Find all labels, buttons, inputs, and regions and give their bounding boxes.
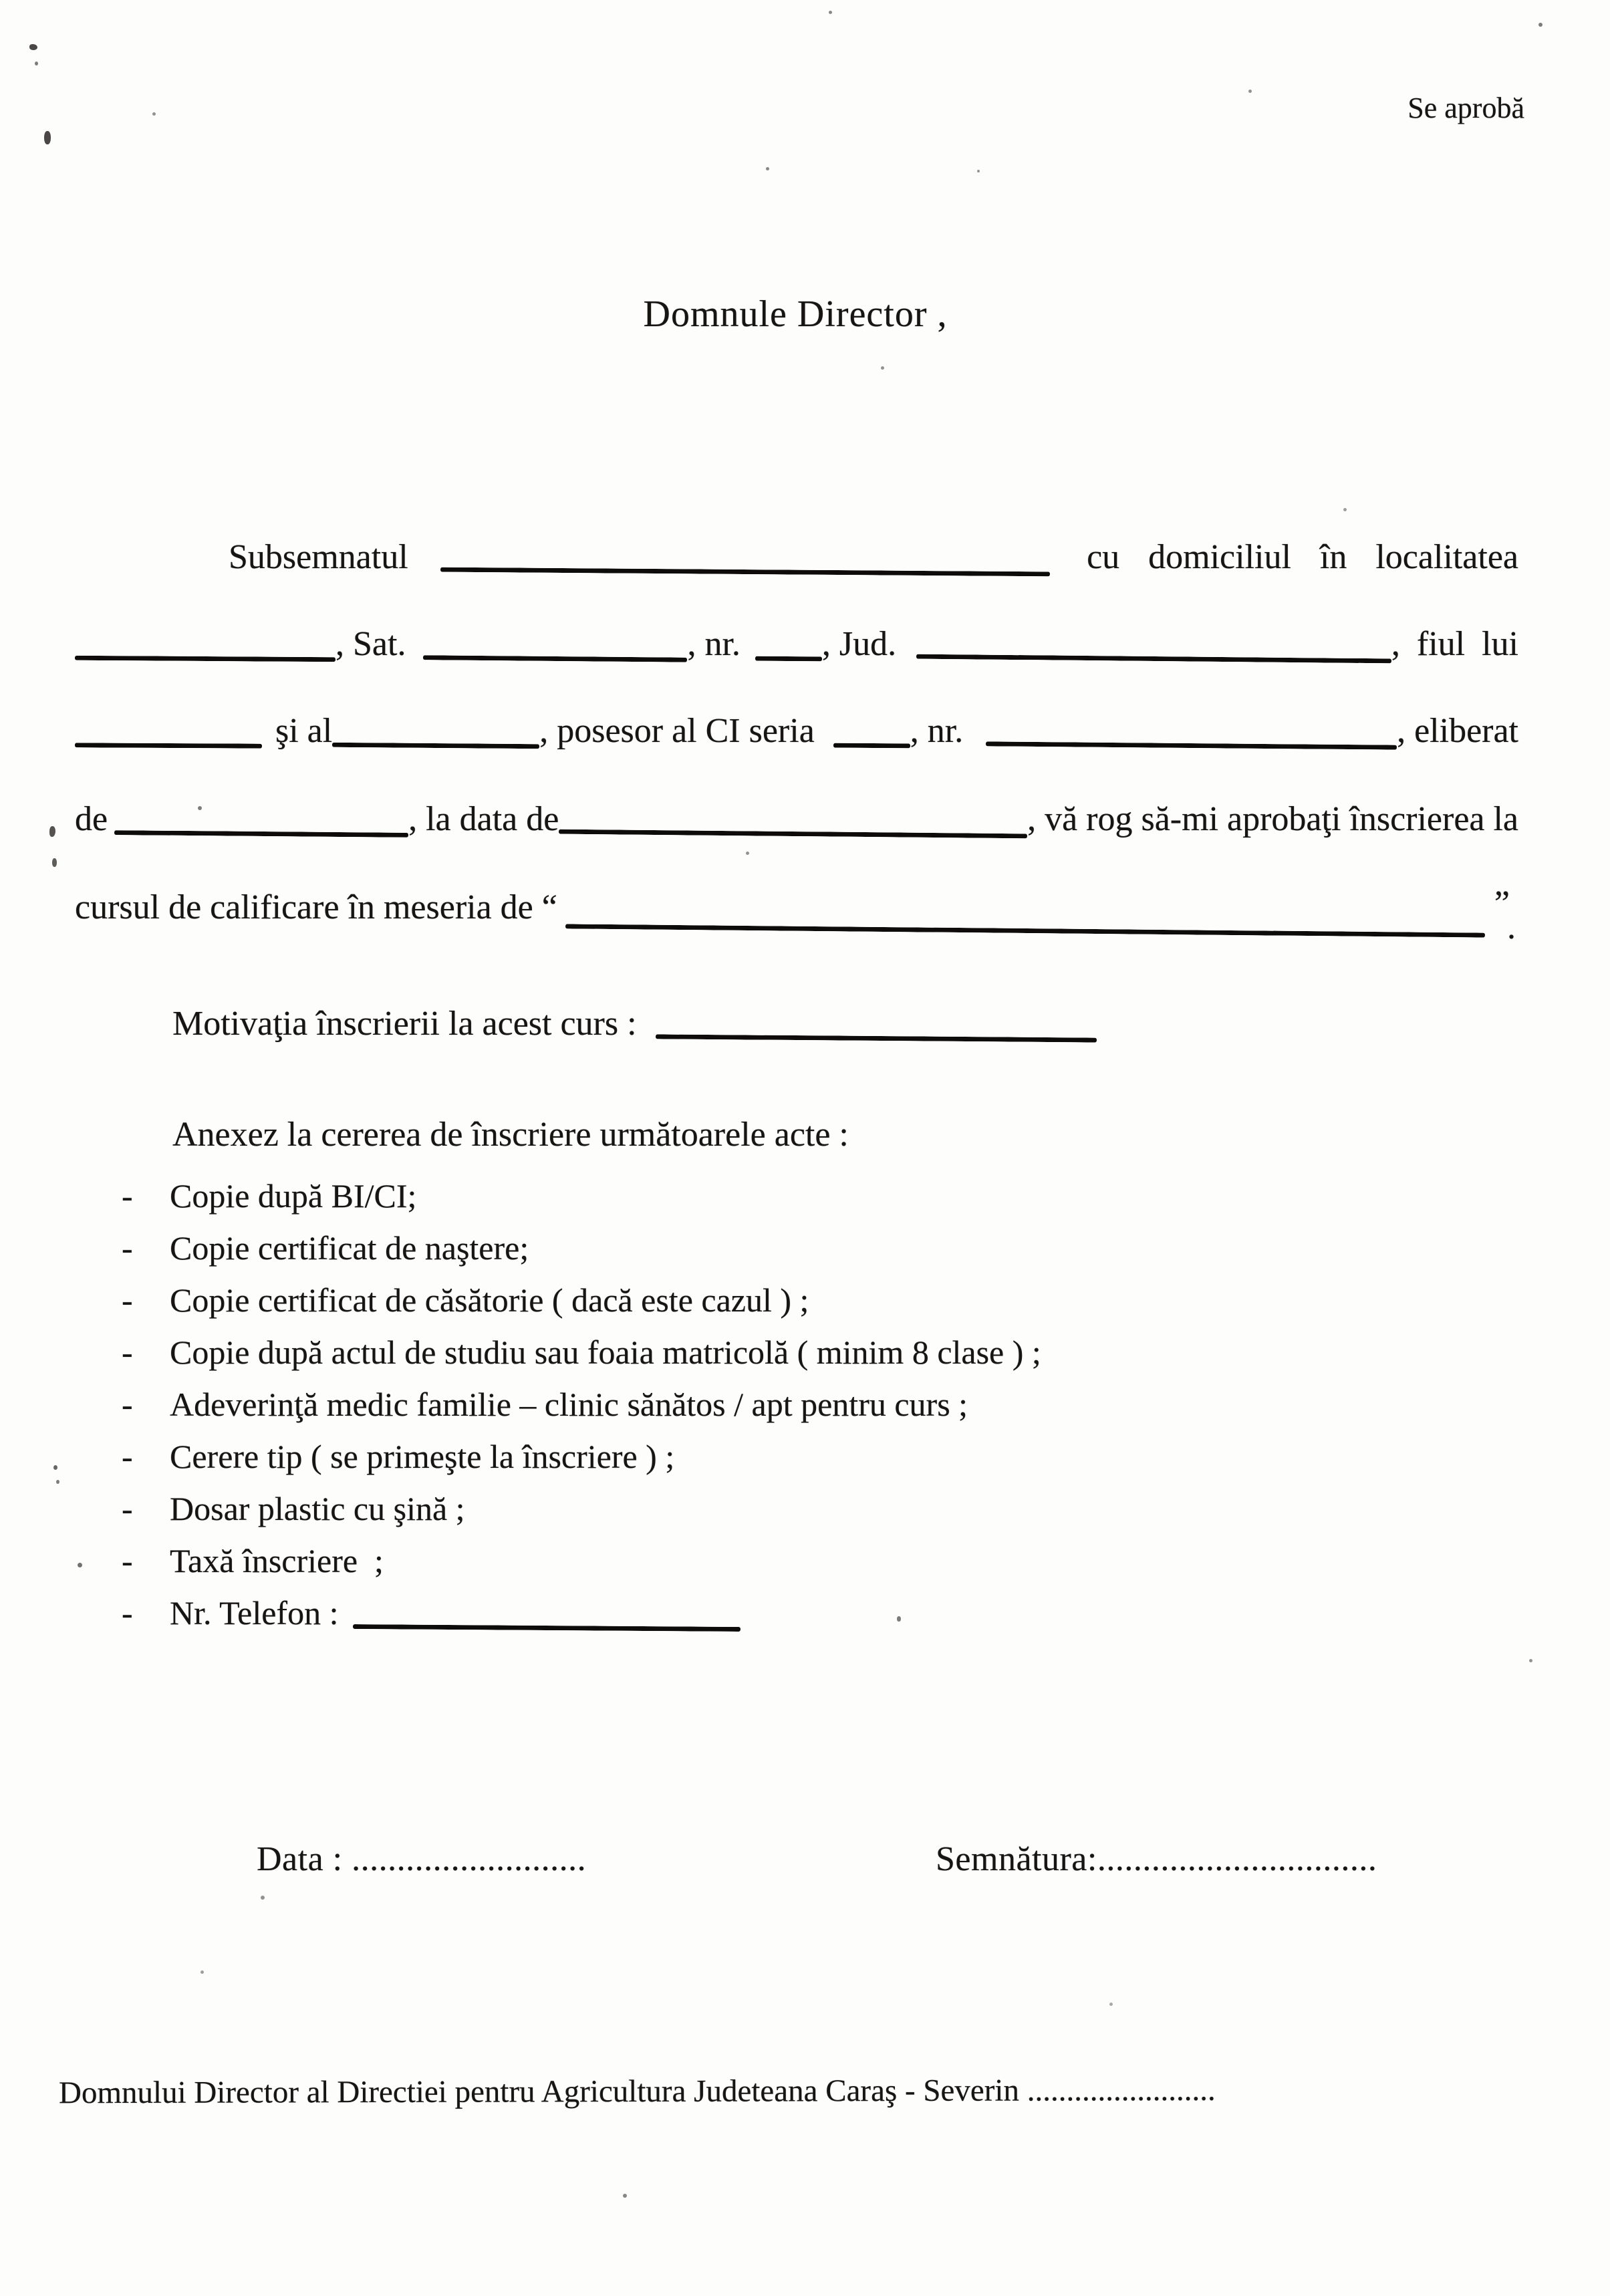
scan-speck — [78, 1563, 82, 1567]
scan-speck — [152, 112, 156, 116]
text-cursul: cursul de calificare în meseria de “ — [75, 888, 557, 926]
text-cu-domiciliul: cu domiciliul în localitatea — [1087, 538, 1518, 576]
scan-speck — [1248, 90, 1252, 93]
text-nr2: , nr. — [910, 712, 964, 750]
form-line-2 — [75, 624, 1518, 664]
list-item — [122, 1541, 1458, 1593]
motivation-label: Motivaţia înscrierii la acest curs : — [172, 1005, 637, 1043]
phone-blank-field — [353, 1624, 741, 1632]
attachment-text: Taxă înscriere ; — [170, 1542, 384, 1579]
list-item — [122, 1385, 1458, 1437]
dash-bullet: - — [122, 1542, 133, 1579]
scan-speck — [29, 44, 37, 50]
scan-speck — [623, 2194, 627, 2198]
text-subsemnatul: Subsemnatul — [229, 538, 408, 576]
attachment-text: Copie certificat de căsătorie ( dacă este cazul ) ; — [170, 1281, 809, 1319]
text-va-rog: , vă rog să-mi aprobaţi înscrierea la — [1027, 800, 1518, 838]
dash-bullet: - — [122, 1386, 133, 1423]
attachment-text: Adeverinţă medic familie – clinic sănătos / apt pentru curs ; — [170, 1386, 968, 1423]
scan-speck — [53, 1465, 57, 1470]
dash-bullet: - — [122, 1281, 133, 1319]
attachment-text: Cerere tip ( se primeşte la înscriere ) ; — [170, 1438, 675, 1475]
dash-bullet: - — [122, 1490, 133, 1527]
scan-speck — [52, 858, 57, 867]
addressee-line: Domnului Director al Directiei pentru Agricultura Judeteana Caraş - Severin ........................ — [58, 2072, 1216, 2111]
scan-speck — [44, 131, 51, 144]
scan-speck — [897, 1616, 901, 1622]
text-de: de — [75, 800, 108, 838]
text-posesor: , posesor al CI seria — [539, 712, 815, 750]
text-period: . — [1507, 908, 1516, 946]
scan-speck — [1109, 2003, 1113, 2006]
house-number-blank-field — [755, 656, 822, 662]
scan-speck — [881, 366, 884, 370]
date-label: Data : .......................... — [257, 1840, 587, 1878]
ci-number-blank-field — [986, 741, 1397, 749]
list-item — [122, 1593, 1458, 1646]
county-blank-field — [916, 654, 1391, 664]
issue-date-blank-field — [559, 830, 1027, 839]
list-item — [122, 1176, 1458, 1229]
form-line-1 — [75, 537, 1518, 577]
applicant-name-blank-field — [440, 567, 1050, 577]
attachments-list — [122, 1176, 1458, 1646]
scan-speck — [829, 11, 832, 14]
attachments-heading: Anexez la cererea de înscriere următoarele acte : — [172, 1116, 849, 1154]
list-item — [122, 1229, 1458, 1281]
text-si-al: şi al — [275, 712, 333, 750]
scan-speck — [977, 170, 980, 172]
list-item — [122, 1333, 1458, 1385]
list-item — [122, 1281, 1458, 1333]
scan-speck — [261, 1896, 265, 1900]
dash-bullet: - — [122, 1333, 133, 1371]
attachment-text: Dosar plastic cu şină ; — [170, 1490, 465, 1527]
signature-label: Semnătura:............................... — [936, 1840, 1377, 1878]
scan-speck — [1538, 23, 1542, 27]
scan-speck — [198, 806, 202, 810]
form-line-5 — [75, 884, 1518, 946]
text-la-data-de: , la data de — [408, 800, 559, 838]
mother-name-blank-field — [332, 743, 539, 749]
attachment-text: Nr. Telefon : — [170, 1594, 339, 1632]
scan-speck — [200, 1970, 204, 1974]
motivation-row — [172, 1004, 1188, 1043]
text-jud: , Jud. — [821, 625, 897, 663]
dash-bullet: - — [122, 1229, 133, 1267]
approval-label: Se aprobă — [1407, 92, 1524, 124]
ci-series-blank-field — [833, 743, 910, 749]
locality-blank-field — [75, 656, 336, 662]
trade-name-blank-field — [565, 924, 1485, 937]
text-fiul-lui: , fiul lui — [1391, 625, 1518, 663]
dash-bullet: - — [122, 1438, 133, 1475]
text-nr: , nr. — [687, 625, 741, 663]
text-quote-close: ” — [1494, 884, 1510, 922]
dash-bullet: - — [122, 1177, 133, 1215]
issued-by-blank-field — [114, 830, 408, 838]
father-name-blank-field — [75, 743, 262, 748]
dash-bullet: - — [122, 1594, 133, 1632]
motivation-blank-field — [656, 1034, 1097, 1042]
scan-speck — [35, 61, 38, 66]
scan-speck — [56, 1480, 59, 1484]
attachment-text: Copie după actul de studiu sau foaia matricolă ( minim 8 clase ) ; — [170, 1333, 1041, 1371]
form-line-4 — [75, 799, 1518, 839]
village-blank-field — [423, 655, 687, 662]
form-line-3 — [75, 711, 1518, 751]
list-item — [122, 1437, 1458, 1489]
attachment-text: Copie după BI/CI; — [170, 1177, 417, 1215]
scan-speck — [746, 852, 749, 855]
list-item — [122, 1489, 1458, 1541]
page-title: Domnule Director , — [643, 293, 948, 335]
scan-speck — [766, 167, 769, 170]
scan-speck — [1343, 508, 1347, 511]
attachment-text: Copie certificat de naştere; — [170, 1229, 529, 1267]
scan-speck — [1529, 1659, 1532, 1662]
text-eliberat: , eliberat — [1397, 712, 1518, 750]
scan-speck — [49, 826, 55, 837]
text-sat: , Sat. — [336, 625, 406, 663]
